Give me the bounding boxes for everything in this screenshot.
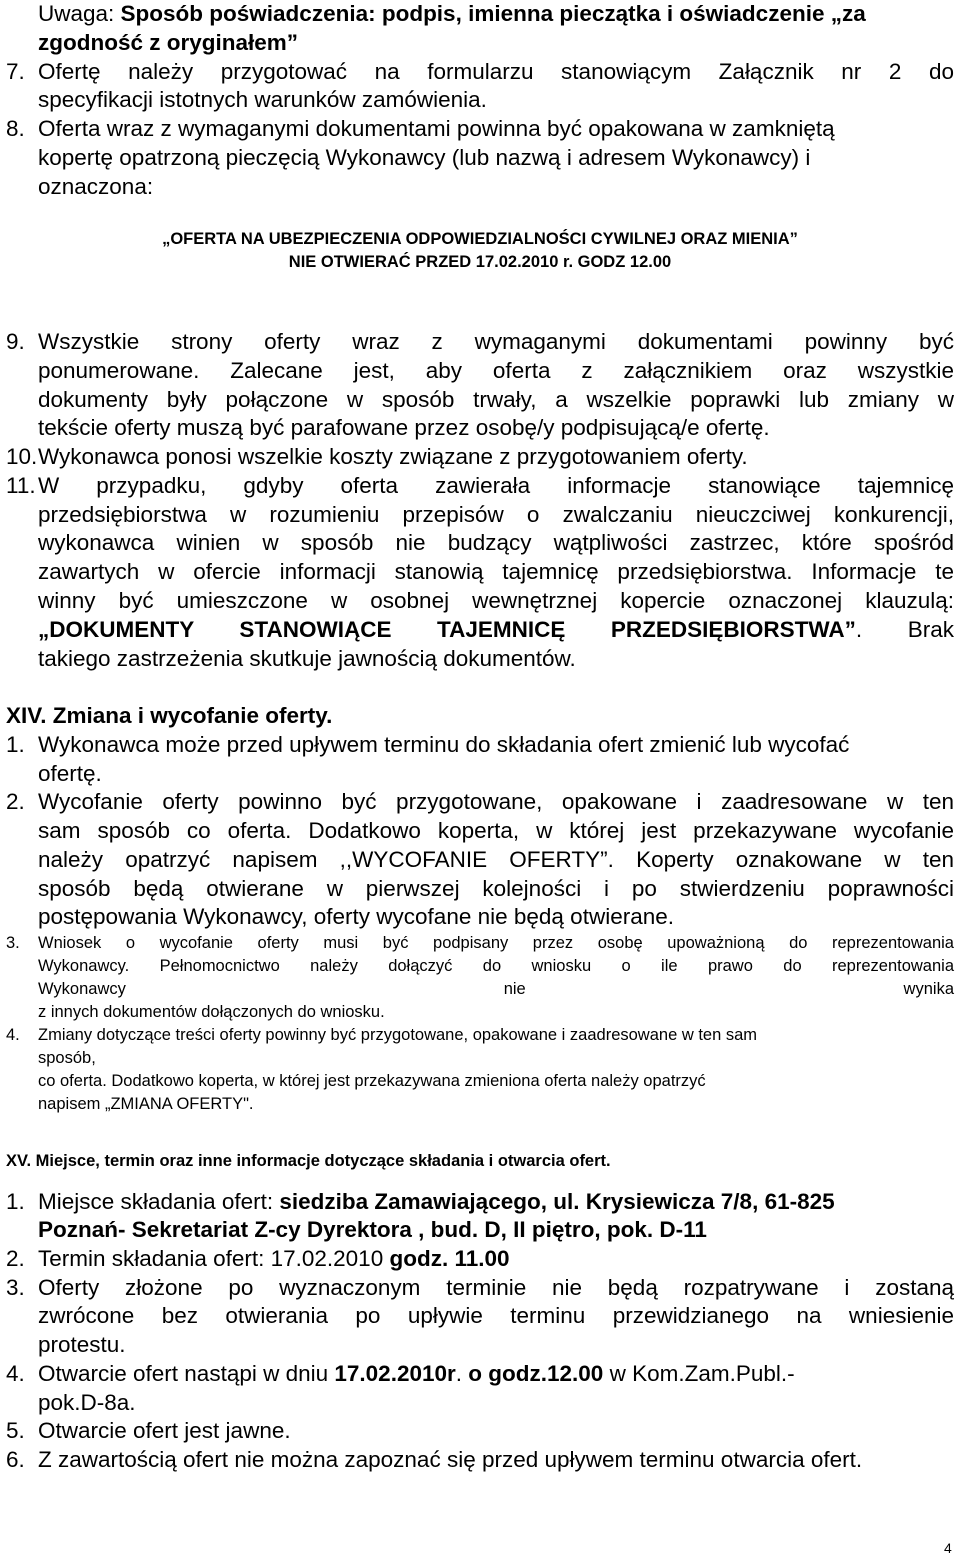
s15-item-2-label: Termin składania ofert: 17.02.2010 [38, 1246, 390, 1271]
s15-item-1-label: Miejsce składania ofert: [38, 1189, 280, 1214]
item-11-line-4: zawartych w ofercie informacji stanowią tajemnicę przedsiębiorstwa. Informacje te [38, 559, 954, 584]
item-11-line-2: przedsiębiorstwa w rozumieniu przepisów o zwalczaniu nieuczciwej konkurencji, [38, 502, 954, 527]
s15-item-1-line-2 [38, 1216, 954, 1244]
item-8-line-2: kopertę opatrzoną pieczęcią Wykonawcy (lub nazwą i adresem Wykonawcy) i [38, 145, 811, 170]
s14-item-2-line-3: należy opatrzyć napisem ,,WYCOFANIE OFERTY”. Koperty oznakowane w ten [38, 847, 954, 872]
s14-item-4-line-2: sposób, [38, 1049, 96, 1067]
item-9-line-1: Wszystkie strony oferty wraz z wymaganymi dokumentami powinny być [38, 329, 954, 354]
item-11-clause-line [38, 616, 954, 644]
s14-item-3-line-3: Wykonawcy nie wynika [38, 980, 954, 998]
s14-item-4-line-4: napisem „ZMIANA OFERTY". [38, 1095, 254, 1113]
s15-item-4-date: 17.02.2010r [334, 1361, 456, 1386]
s14-item-3-line-4: z innych dokumentów dołączonych do wniosku. [38, 1003, 385, 1021]
s15-item-4-line-1 [38, 1360, 954, 1388]
s15-item-3-line-3: protestu. [38, 1332, 126, 1357]
item-9-line-2: ponumerowane. Zalecane jest, aby oferta z załącznikiem oraz wszystkie [38, 358, 954, 383]
s15-item-4-tail: w Kom.Zam.Publ.- [603, 1361, 795, 1386]
s15-item-1-bold-2: Poznań- Sekretariat Z-cy Dyrektora , bud. D, II piętro, pok. D-11 [38, 1217, 707, 1242]
item-9-line-3: dokumenty były połączone w sposób trwały, a wszelkie poprawki lub zmiany w [38, 387, 954, 412]
item-7-line-2: specyfikacji istotnych warunków zamówienia. [38, 87, 487, 112]
item-11-line-3: wykonawca winien w sposób nie budzący wątpliwości zastrzec, które spośród [38, 530, 954, 555]
s15-item-3-line-1: Oferty złożone po wyznaczonym terminie nie będą rozpatrywane i zostaną [38, 1275, 954, 1300]
s14-item-2-line-2: sam sposób co oferta. Dodatkowo koperta, w której jest przekazywane wycofanie [38, 818, 954, 843]
s15-item-1-number: 1. [6, 1189, 25, 1214]
item-11-number: 11. [6, 473, 36, 498]
item-7-line-1: Ofertę należy przygotować na formularzu stanowiącym Załącznik nr 2 do [38, 59, 954, 84]
s14-item-2-line-5: postępowania Wykonawcy, oferty wycofane nie będą otwierane. [38, 904, 674, 929]
note-line-2 [38, 29, 954, 57]
s15-item-5-number: 5. [6, 1418, 25, 1443]
item-9-number: 9. [6, 329, 25, 354]
s15-item-6-number: 6. [6, 1447, 25, 1472]
item-8-line-3: oznaczona: [38, 174, 154, 199]
s14-item-3-line-2: Wykonawcy. Pełnomocnictwo należy dołączyć do wniosku o ile prawo do reprezentowania [38, 957, 954, 975]
item-10-number: 10. [6, 444, 38, 469]
s15-item-3-number: 3. [6, 1275, 25, 1300]
s14-item-3-line-1: Wniosek o wycofanie oferty musi być podpisany przez osobę upoważnioną do reprezentowania [38, 934, 954, 952]
s15-item-6-line: Z zawartością ofert nie można zapoznać się przed upływem terminu otwarcia ofert. [38, 1447, 863, 1472]
s15-item-3-line-2: zwrócone bez otwierania po upływie terminu przewidzianego na wniesienie [38, 1303, 954, 1328]
item-8-number: 8. [6, 116, 25, 141]
envelope-label-line-1: „OFERTA NA UBEZPIECZENIA ODPOWIEDZIALNOŚCI CYWILNEJ ORAZ MIENIA” [162, 230, 798, 248]
s15-item-4-line-2: pok.D-8a. [38, 1390, 136, 1415]
s14-item-2-line-4: sposób będą otwierane w pierwszej kolejności i po stwierdzeniu poprawności [38, 876, 954, 901]
item-8-line-1: Oferta wraz z wymaganymi dokumentami powinna być opakowana w zamkniętą [38, 116, 835, 141]
section-14-heading: XIV. Zmiana i wycofanie oferty. [6, 703, 333, 728]
item-11-line-5: winny być umieszczone w osobnej wewnętrznej kopercie oznaczonej klauzulą: [38, 588, 954, 613]
s14-item-2-number: 2. [6, 789, 25, 814]
s15-item-2-line [38, 1245, 954, 1273]
note-label: Uwaga: [38, 1, 121, 26]
s14-item-4-number: 4. [6, 1026, 20, 1044]
s14-item-3-number: 3. [6, 934, 20, 952]
page-number: 4 [944, 1540, 952, 1556]
item-7-number: 7. [6, 59, 25, 84]
item-11-line-7: takiego zastrzeżenia skutkuje jawnością dokumentów. [38, 646, 576, 671]
s15-item-5-line: Otwarcie ofert jest jawne. [38, 1418, 291, 1443]
s14-item-4-line-1: Zmiany dotyczące treści oferty powinny być przygotowane, opakowane i zaadresowane w ten sam [38, 1026, 758, 1044]
note-line-1 [38, 0, 954, 28]
s15-item-4-label: Otwarcie ofert nastąpi w dniu [38, 1361, 335, 1386]
s15-item-2-bold: godz. 11.00 [389, 1246, 510, 1271]
s15-item-4-sep: . [455, 1361, 469, 1386]
item-11-line-1: W przypadku, gdyby oferta zawierała informacje stanowiące tajemnicę [38, 473, 954, 498]
item-9-line-4: tekście oferty muszą być parafowane przez osobę/y podpisującą/e ofertę. [38, 415, 770, 440]
s15-item-2-number: 2. [6, 1246, 25, 1271]
s14-item-1-number: 1. [6, 732, 25, 757]
note-bold-2: zgodność z oryginałem” [38, 30, 299, 55]
s14-item-2-line-1: Wycofanie oferty powinno być przygotowane, opakowane i zaadresowane w ten [38, 789, 954, 814]
s15-item-4-time: o godz.12.00 [468, 1361, 604, 1386]
item-10-line-1: Wykonawca ponosi wszelkie koszty związane z przygotowaniem oferty. [38, 444, 748, 469]
note-bold-1: Sposób poświadczenia: podpis, imienna pieczątka i oświadczenie „za [120, 1, 866, 26]
section-15-heading: XV. Miejsce, termin oraz inne informacje dotyczące składania i otwarcia ofert. [6, 1152, 611, 1170]
s15-item-1-bold: siedziba Zamawiającego, ul. Krysiewicza 7/8, 61-825 [279, 1189, 835, 1214]
s15-item-4-number: 4. [6, 1361, 25, 1386]
s14-item-4-line-3: co oferta. Dodatkowo koperta, w której jest przekazywana zmieniona oferta należy opatrzyć [38, 1072, 706, 1090]
s14-item-1-line-2: ofertę. [38, 761, 102, 786]
clause-bold: „DOKUMENTY STANOWIĄCE TAJEMNICĘ PRZEDSIĘBIORSTWA” [38, 617, 856, 642]
s14-item-1-line-1: Wykonawca może przed upływem terminu do składania ofert zmienić lub wycofać [38, 732, 850, 757]
clause-rest: . Brak [855, 617, 954, 642]
envelope-label-line-2: NIE OTWIERAĆ PRZED 17.02.2010 r. GODZ 12.00 [288, 253, 672, 271]
s15-item-1-line-1 [38, 1188, 954, 1216]
